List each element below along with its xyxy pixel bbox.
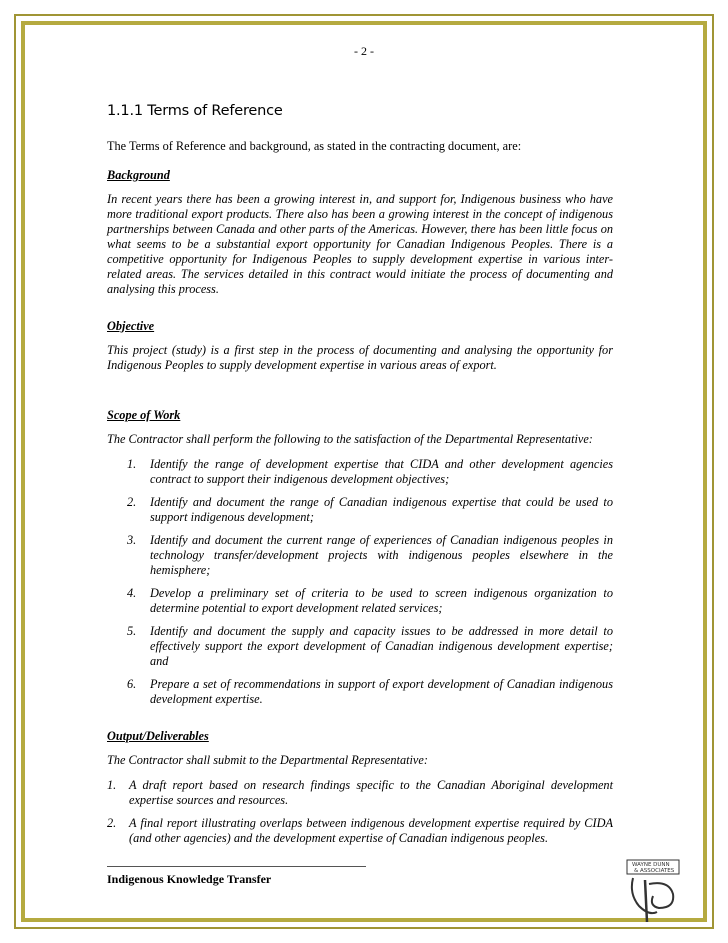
intro-paragraph: The Terms of Reference and background, as stated in the contracting document, are:: [107, 139, 522, 153]
outputs-intro: The Contractor shall submit to the Departmental Representative:: [107, 753, 428, 767]
list-item: 6. Prepare a set of recommendations in support of export development of Canadian indigenous development expertise.: [127, 677, 613, 706]
footer-rule: [107, 866, 366, 867]
list-item: 2. Identify and document the range of Canadian indigenous expertise that could be used to support indigenous development;: [127, 495, 613, 524]
list-item: 4. Develop a preliminary set of criteria to be used to screen indigenous organization to determine potential to export development related services;: [127, 586, 613, 615]
logo-line1: WAYNE DUNN: [632, 862, 670, 868]
list-item: 1. Identify the range of development expertise that CIDA and other development agencies contract to support their indigenous development objectives;: [127, 457, 613, 486]
objective-paragraph: This project (study) is a first step in the process of documenting and analysing the opportunity for Indigenous Peoples to supply development expertise in various areas of export.: [107, 343, 613, 372]
section-heading: 1.1.1 Terms of Reference: [107, 103, 283, 119]
scope-list: [107, 457, 613, 707]
page-number: - 2 -: [354, 44, 374, 58]
background-heading: Background: [107, 168, 170, 182]
company-logo: [623, 854, 695, 924]
footer-title: Indigenous Knowledge Transfer: [107, 872, 272, 886]
background-paragraph: In recent years there has been a growing interest in, and support for, Indigenous business who have more traditional export products. There also has been a growing interest in the concept of indigenous partnerships between Canada and other parts of the Americas. However, there has been little focus on what seems to be a substantial export opportunity for Canadian Indigenous Peoples. There is a competitive opportunity for Indigenous Peoples to supply development expertise in various inter-related areas. The services detailed in this contract would initiate the process of documenting and analysing this process.: [107, 192, 613, 296]
logo-line2: & ASSOCIATES: [634, 868, 675, 874]
objective-heading: Objective: [107, 319, 155, 333]
document-body: [107, 104, 613, 854]
list-item: 3. Identify and document the current range of experiences of Canadian indigenous peoples in technology transfer/development projects with indigenous peoples elsewhere in the hemisphere;: [127, 533, 613, 577]
scope-heading: Scope of Work: [107, 408, 181, 422]
list-item: 5. Identify and document the supply and capacity issues to be addressed in more detail to effectively support the export development of Canadian indigenous development expertise; and: [127, 624, 613, 668]
outputs-heading: Output/Deliverables: [107, 729, 209, 743]
list-item: 2. A final report illustrating overlaps between indigenous development expertise required by CIDA (and other agencies) and the development expertise of Canadian indigenous peoples.: [107, 816, 613, 845]
list-item: 1. A draft report based on research findings specific to the Canadian Aboriginal development expertise sources and resources.: [107, 778, 613, 807]
scope-intro: The Contractor shall perform the following to the satisfaction of the Departmental Representative:: [107, 432, 593, 446]
outputs-list: [107, 778, 613, 846]
